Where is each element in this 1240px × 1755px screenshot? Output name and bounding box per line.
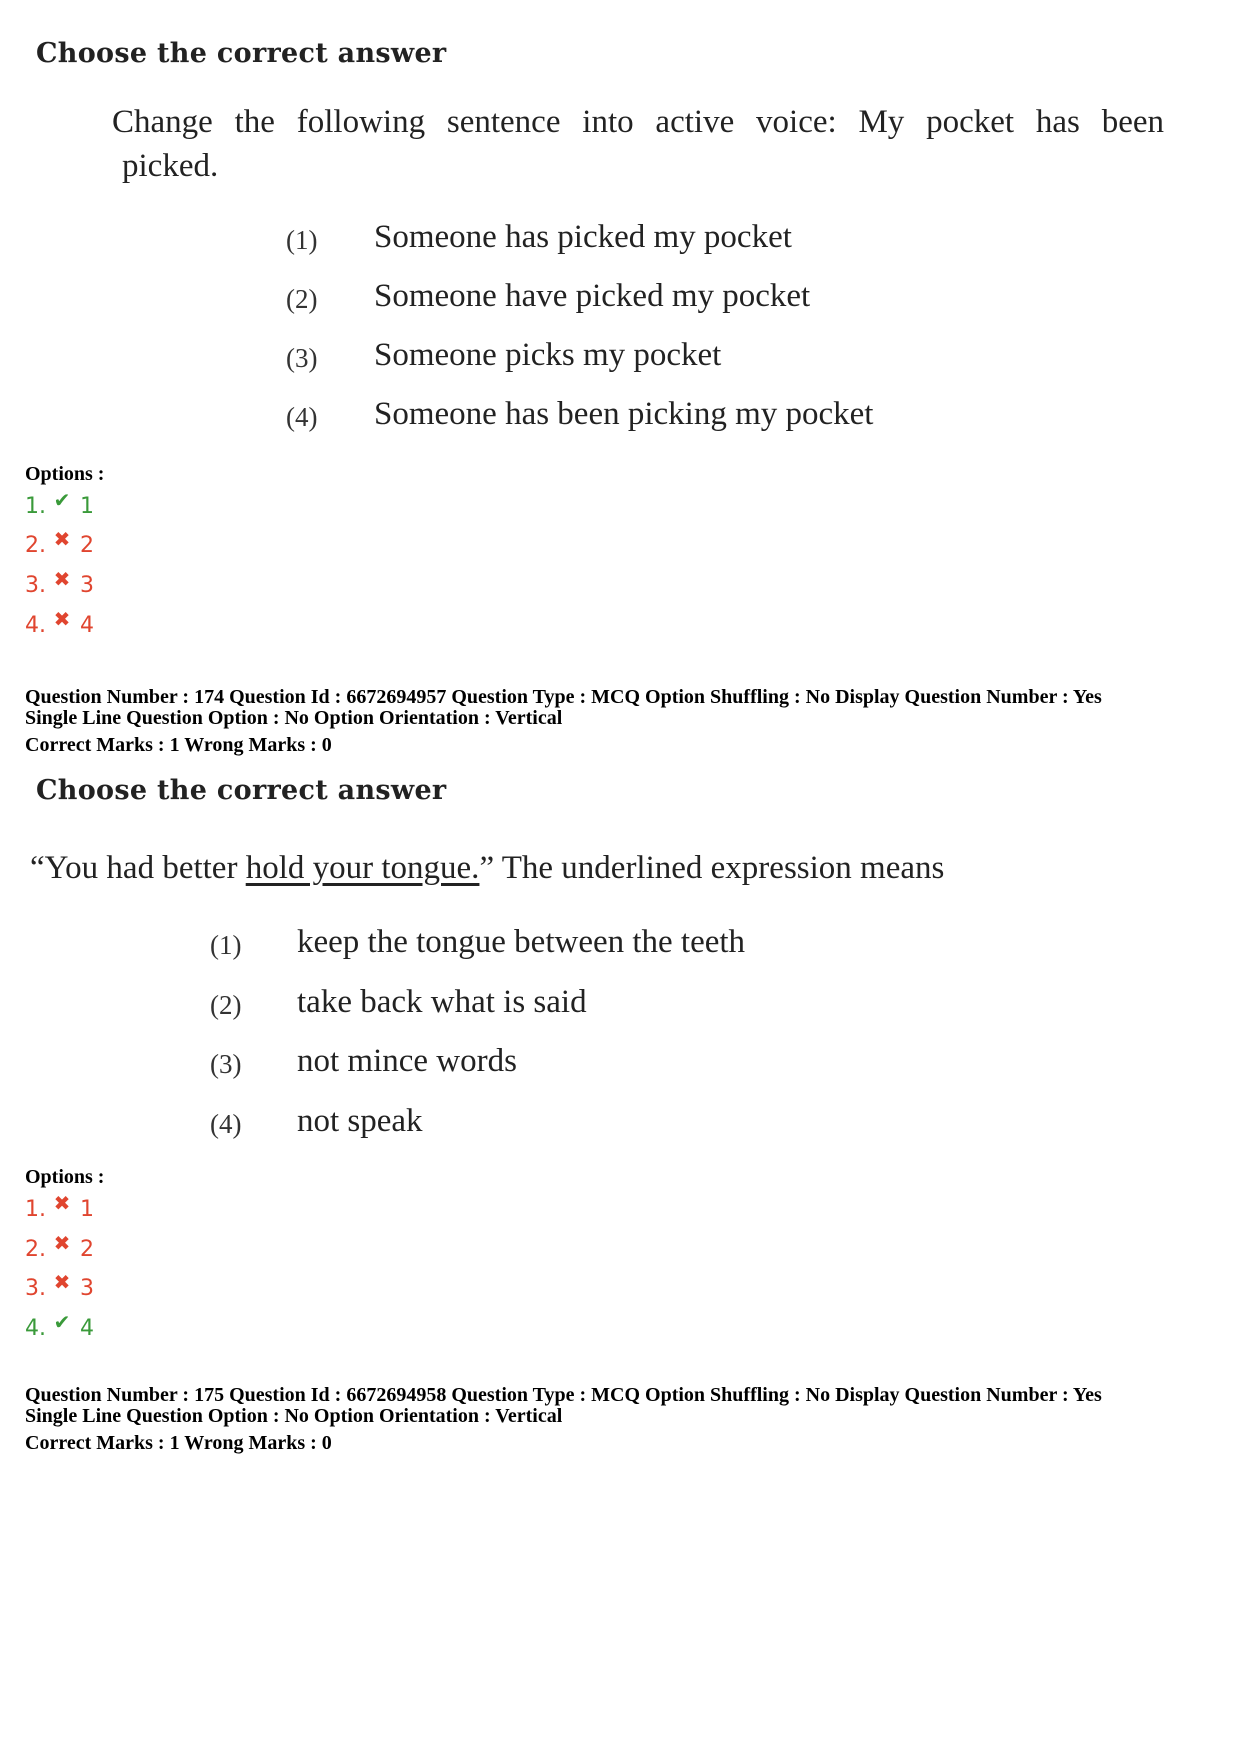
answer-index: 4. xyxy=(25,613,46,638)
choice-number: (4) xyxy=(210,1109,242,1139)
question-heading: Choose the correct answer xyxy=(36,38,447,69)
question-marks-line: Correct Marks : 1 Wrong Marks : 0 xyxy=(25,734,332,756)
answer-index: 3. xyxy=(25,573,46,598)
answer-value: 3 xyxy=(80,1276,94,1301)
question-marks-line: Correct Marks : 1 Wrong Marks : 0 xyxy=(25,1432,332,1454)
question-text-line2: picked. xyxy=(122,148,219,184)
choice-number: (1) xyxy=(286,225,318,255)
choice-number: (2) xyxy=(210,990,242,1020)
answer-index: 2. xyxy=(25,533,46,558)
cross-icon: ✖ xyxy=(53,527,71,551)
choice-text: not mince words xyxy=(297,1043,517,1079)
cross-icon: ✖ xyxy=(53,1231,71,1255)
answer-value: 2 xyxy=(80,533,94,558)
choice-number: (2) xyxy=(286,284,318,314)
answer-value: 2 xyxy=(80,1237,94,1262)
question-meta-line: Question Number : 175 Question Id : 6672694958 Question Type : MCQ Option Shuffling : No Display Question Number : Yes xyxy=(25,1384,1102,1406)
options-label: Options : xyxy=(25,463,105,485)
answer-value: 4 xyxy=(80,613,94,638)
answer-value: 1 xyxy=(80,494,94,519)
answer-index: 2. xyxy=(25,1237,46,1262)
answer-index: 4. xyxy=(25,1316,46,1341)
answer-option xyxy=(25,1270,94,1301)
question-text-line1: Change the following sentence into active voice: My pocket has been xyxy=(112,104,1164,140)
question-meta-line: Single Line Question Option : No Option Orientation : Vertical xyxy=(25,1405,563,1427)
choice-text: Someone have picked my pocket xyxy=(374,278,811,314)
answer-index: 1. xyxy=(25,494,46,519)
choice-text: keep the tongue between the teeth xyxy=(297,924,746,960)
answer-option xyxy=(25,1310,94,1341)
choice-text: not speak xyxy=(297,1103,423,1139)
question-heading: Choose the correct answer xyxy=(36,775,447,806)
answer-value: 4 xyxy=(80,1316,94,1341)
check-icon: ✔ xyxy=(53,488,71,512)
answer-option xyxy=(25,1231,94,1262)
question-text-part: ” The underlined expression means xyxy=(479,850,945,886)
answer-option xyxy=(25,1191,94,1222)
answer-index: 1. xyxy=(25,1197,46,1222)
question-meta-line: Question Number : 174 Question Id : 6672694957 Question Type : MCQ Option Shuffling : No Display Question Number : Yes xyxy=(25,686,1102,708)
answer-option xyxy=(25,488,94,519)
choice-number: (3) xyxy=(210,1049,242,1079)
choice-text: Someone has picked my pocket xyxy=(374,219,792,255)
choice-number: (4) xyxy=(286,402,318,432)
choice-text: Someone picks my pocket xyxy=(374,337,722,373)
answer-option xyxy=(25,607,94,638)
options-label: Options : xyxy=(25,1166,105,1188)
answer-option xyxy=(25,527,94,558)
choice-number: (3) xyxy=(286,343,318,373)
choice-text: take back what is said xyxy=(297,984,587,1020)
check-icon: ✔ xyxy=(53,1310,71,1334)
question-meta-line: Single Line Question Option : No Option Orientation : Vertical xyxy=(25,707,563,729)
answer-value: 3 xyxy=(80,573,94,598)
underlined-expression: hold your tongue. xyxy=(245,850,480,886)
cross-icon: ✖ xyxy=(53,607,71,631)
answer-value: 1 xyxy=(80,1197,94,1222)
choice-text: Someone has been picking my pocket xyxy=(374,396,874,432)
cross-icon: ✖ xyxy=(53,1270,71,1294)
cross-icon: ✖ xyxy=(53,567,71,591)
answer-option xyxy=(25,567,94,598)
answer-index: 3. xyxy=(25,1276,46,1301)
question-text-part: “You had better xyxy=(30,850,246,886)
cross-icon: ✖ xyxy=(53,1191,71,1215)
choice-number: (1) xyxy=(210,930,242,960)
question-text xyxy=(30,850,944,887)
